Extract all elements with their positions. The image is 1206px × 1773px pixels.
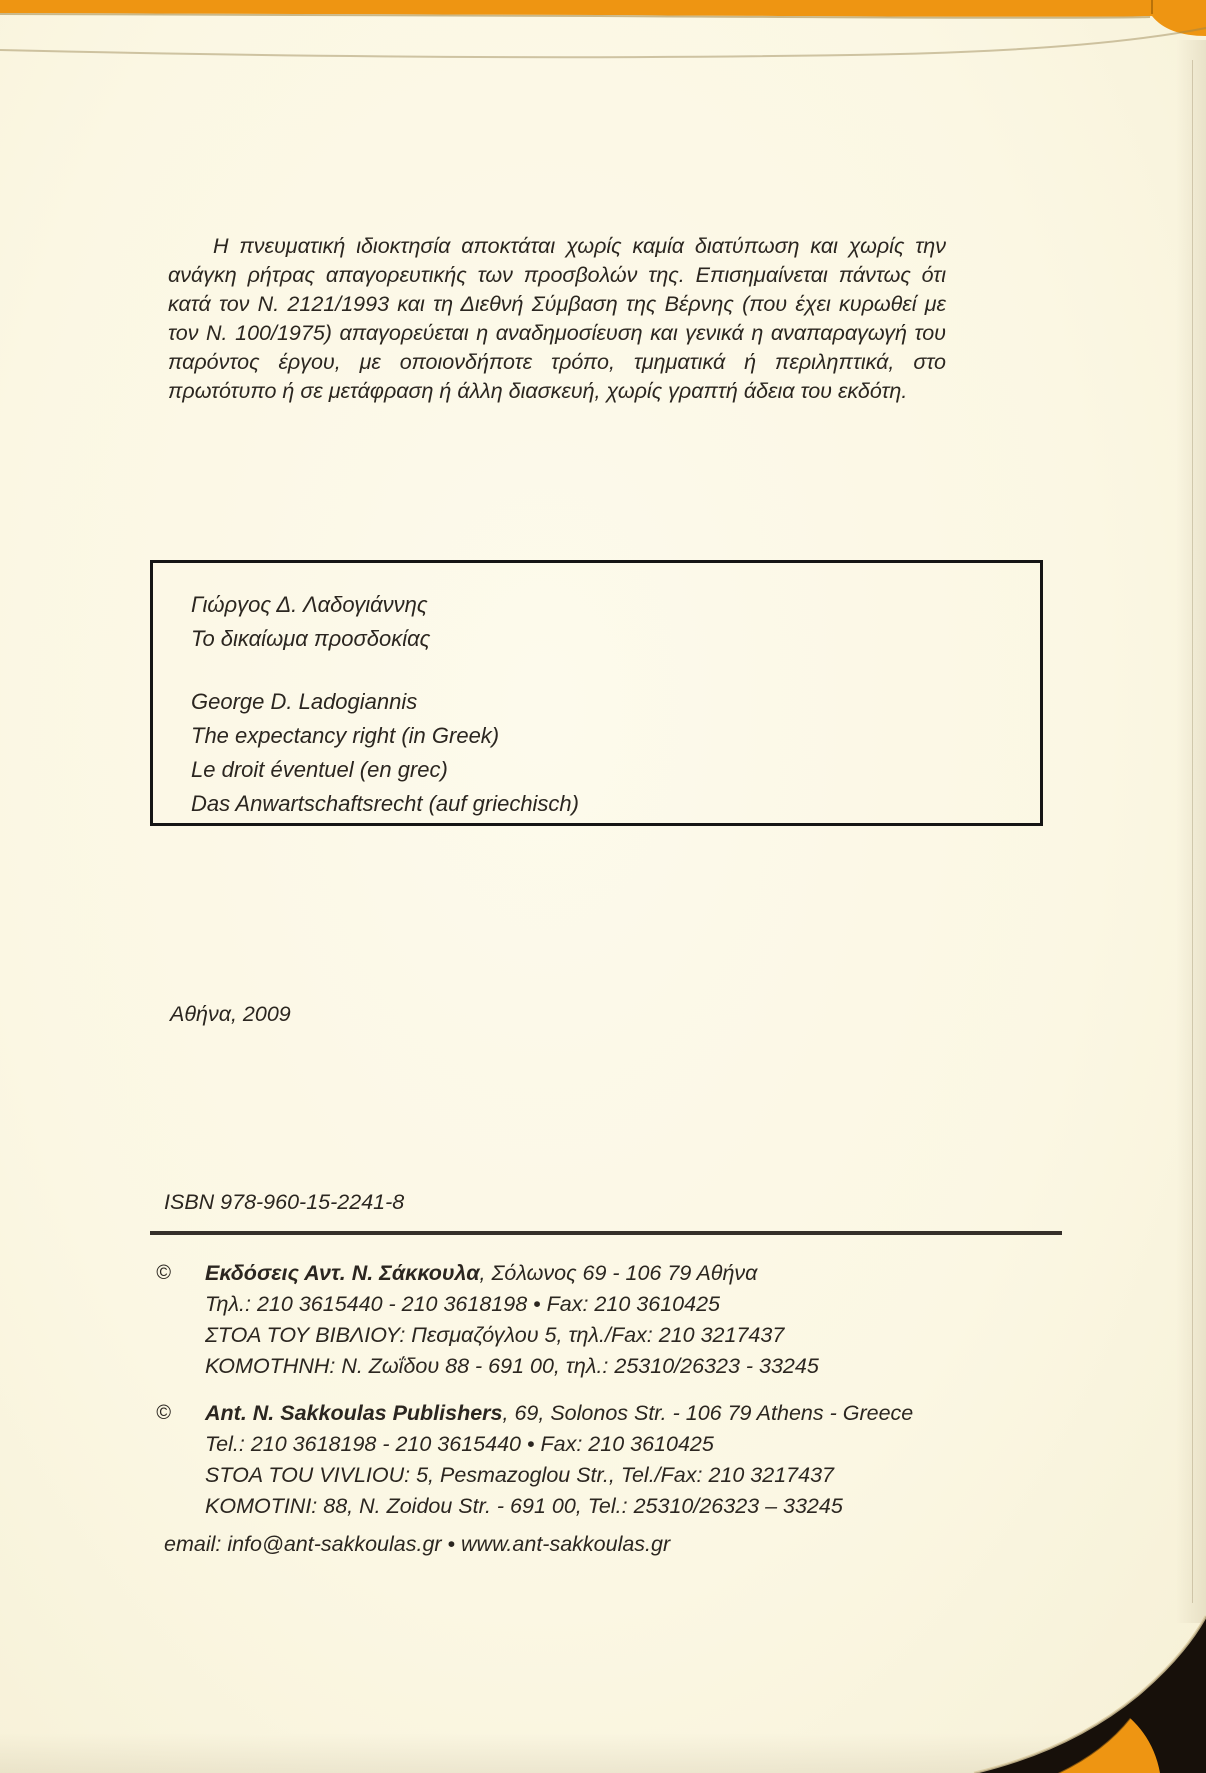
page-stack-edge <box>1176 40 1206 1623</box>
publisher-greek-name-line <box>205 1258 819 1289</box>
publisher-english-phone: Tel.: 210 3618198 - 210 3615440 • Fax: 210 3610425 <box>205 1432 714 1456</box>
isbn-line: ISBN 978-960-15-2241-8 <box>164 1190 405 1214</box>
publisher-english-lines <box>205 1398 913 1522</box>
title-box-spacer <box>191 656 1020 685</box>
publisher-greek-name: Εκδόσεις Αντ. Ν. Σάκκουλα <box>205 1261 480 1285</box>
book-cover-top-edge <box>0 0 1206 80</box>
copyright-notice: Η πνευματική ιδιοκτησία αποκτάται χωρίς καμία διατύπωση και χωρίς την ανάγκη ρήτρας απαγορευτικής των προσβολών της. Επισημαίνεται πάντως ότι κατά τον Ν. 2121/1993 και τη Διεθνή Σύμβαση της Βέρνης (που έχει κυρωθεί με τον Ν. 100/1975) απαγορεύεται η αναδημοσίευση και γενικά η αναπαραγωγή του παρόντος έργου, με οποιονδήποτε τρόπο, τμηματικά ή περιληπτικά, στο πρωτότυπο ή σε μετάφραση ή άλλη διασκευή, χωρίς γραπτή άδεια του εκδότη. <box>168 234 946 403</box>
publisher-greek-phone: Τηλ.: 210 3615440 - 210 3618198 • Fax: 210 3610425 <box>205 1292 720 1316</box>
copyright-symbol: © <box>156 1262 171 1284</box>
place-year: Αθήνα, 2009 <box>170 1002 291 1026</box>
author-english: George D. Ladogiannis <box>191 689 418 714</box>
publisher-english-name-line <box>205 1398 913 1429</box>
copyright-symbol: © <box>156 1402 171 1424</box>
author-greek: Γιώργος Δ. Λαδογιάννης <box>191 592 428 617</box>
page-stack-edge-line <box>1192 60 1193 1603</box>
publisher-greek-branch-komotini: ΚΟΜΟΤΗΝΗ: Ν. Ζωΐδου 88 - 691 00, τηλ.: 25310/26323 - 33245 <box>205 1354 819 1378</box>
contact-line: email: info@ant-sakkoulas.gr • www.ant-sakkoulas.gr <box>164 1532 671 1556</box>
title-box <box>150 560 1043 826</box>
publisher-block-greek <box>156 1258 819 1382</box>
publisher-block-english <box>156 1398 913 1522</box>
publisher-greek-lines <box>205 1258 819 1382</box>
divider-rule <box>150 1231 1062 1235</box>
title-english: The expectancy right (in Greek) <box>191 723 500 748</box>
title-greek: Το δικαίωμα προσδοκίας <box>191 626 431 651</box>
publisher-greek-address: , Σόλωνος 69 - 106 79 Αθήνα <box>479 1261 758 1285</box>
page-corner-curl <box>946 1598 1206 1773</box>
publisher-greek-branch-athens: ΣΤΟΑ ΤΟΥ ΒΙΒΛΙΟΥ: Πεσμαζόγλου 5, τηλ./Fax: 210 3217437 <box>205 1323 785 1347</box>
publisher-english-address: , 69, Solonos Str. - 106 79 Athens - Greece <box>502 1401 914 1425</box>
title-german: Das Anwartschaftsrecht (auf griechisch) <box>191 791 579 816</box>
publisher-english-branch-athens: STOA TOU VIVLIOU: 5, Pesmazoglou Str., Tel./Fax: 210 3217437 <box>205 1463 834 1487</box>
publisher-english-name: Ant. N. Sakkoulas Publishers <box>205 1401 503 1425</box>
title-french: Le droit éventuel (en grec) <box>191 757 448 782</box>
publisher-english-branch-komotini: KOMOTINI: 88, N. Zoidou Str. - 691 00, Tel.: 25310/26323 – 33245 <box>205 1494 843 1518</box>
